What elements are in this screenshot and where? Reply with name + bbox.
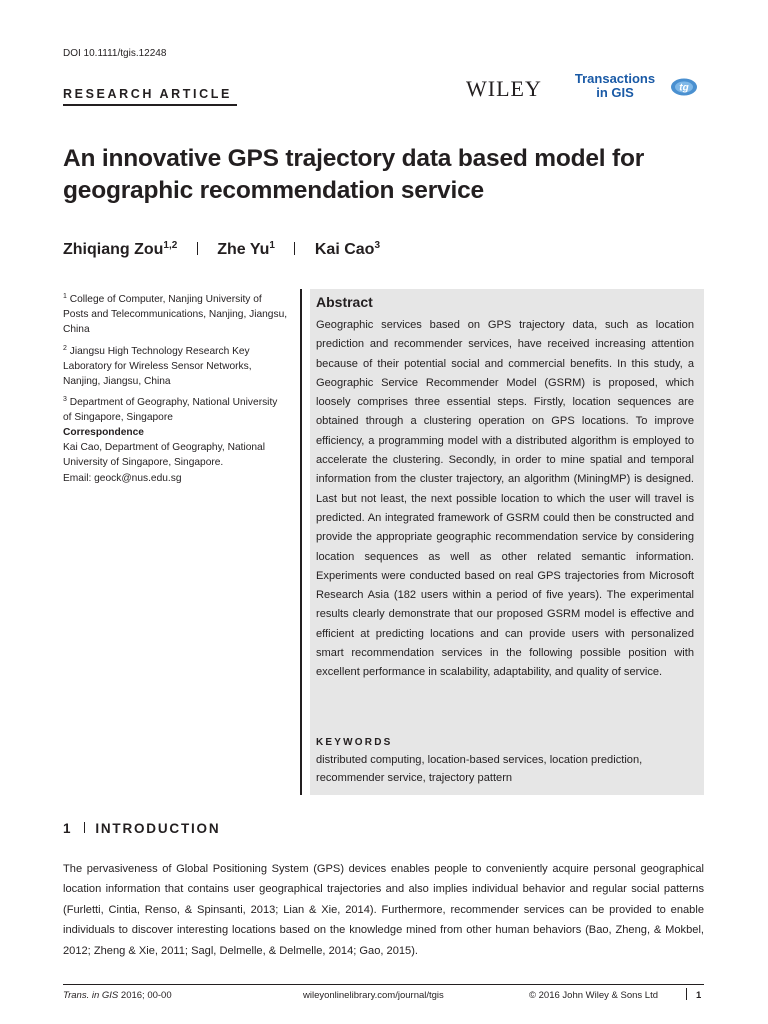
author-separator (197, 242, 198, 255)
footer-copyright: © 2016 John Wiley & Sons Ltd (529, 990, 658, 1001)
author-name: Kai Cao (314, 241, 375, 258)
correspondence-text: Kai Cao, Department of Geography, National University of Singapore, Singapore. (63, 442, 265, 469)
footer-year-pages: 2016; 00-00 (118, 990, 172, 1001)
doi: DOI 10.1111/tgis.12248 (63, 48, 167, 59)
author-affiliation-mark: 3 (374, 240, 381, 251)
section-heading (63, 821, 220, 836)
affiliation-mark: 2 (63, 344, 67, 352)
author-affiliation-mark: 1 (269, 240, 275, 251)
footer-rule (63, 984, 704, 985)
affiliation-item (63, 341, 288, 390)
affiliation-item (63, 289, 288, 338)
article-type: RESEARCH ARTICLE (63, 87, 232, 101)
affiliation-mark: 1 (63, 293, 67, 300)
introduction-paragraph: The pervasiveness of Global Positioning System (GPS) devices enables people to conveniently acquire personal geographical location information that contains user geographical trajectories and also implies individual behavior and regular social patterns (Furletti, Cintia, Renso, & Spinsanti, 2013; Lian & Xie, 2014). Furthermore, recommender services can be provided to enable individuals to discover interesting locations based on the knowledge mined from other human behaviors (Bao, Zheng, & Mokbel, 2012; Zheng & Xie, 2011; Sagl, Delmelle, & Delmelle, 2014; Gao, 2015). (63, 863, 704, 957)
column-divider (300, 289, 302, 795)
affiliation-text: College of Computer, Nanjing University of Posts and Telecommunications, Nanjing, Jiangsu, China (63, 294, 288, 336)
page-number: 1 (696, 990, 702, 1001)
journal-logo-line-1: Transactions (574, 71, 656, 86)
keywords-text: distributed computing, location-based services, location prediction, recommender service, trajectory pattern (316, 754, 643, 784)
author-separator (294, 242, 295, 255)
article-type-underline (63, 104, 237, 106)
correspondence (63, 425, 288, 486)
section-number: 1 (63, 821, 73, 836)
author-list (63, 240, 380, 259)
affiliation-item (63, 392, 288, 425)
publisher-logo: WILEY (466, 76, 542, 101)
journal-logo-text (560, 72, 670, 100)
affiliation-text: Department of Geography, National University of Singapore, Singapore (63, 397, 278, 424)
footer-url[interactable]: wileyonlinelibrary.com/journal/tgis (303, 990, 444, 1001)
affiliations (63, 289, 288, 429)
abstract-text: Geographic services based on GPS trajectory data, such as location prediction and recommender services, have received increasing attention because of their potential social and commercial benefits. In this study, a Geographic Service Recommender Model (GSRM) is proposed, which loosely comprises three essential steps. Firstly, location sequences are obtained through a clustering operation on GPS locations. To improve efficiency, a programming model with a distributed algorithm is employed to accelerate the clustering. Secondly, in order to mine spatial and temporal information from the cluster trajectory, an algorithm (MiningMP) is designed. Last but not least, the next possible location to which the user will travel is predicted. An integrated framework of GSRM could then be constructed and provide the appropriate geographic recommendation service by considering location sequences as well as other related semantic information. Experiments were conducted based on real GPS trajectories from Microsoft Research Asia (182 users within a period of five years). The experimental results clearly demonstrate that our proposed GSRM model is effective and efficient at predicting locations and can provide users with personalized smart recommendation services in the following possible position with excellent performance in scalability, adaptability, and quality of service. (316, 319, 694, 679)
journal-logo-line-2: in GIS (596, 85, 634, 100)
journal-emblem-letters: tg (679, 82, 689, 94)
article-title: An innovative GPS trajectory data based model for geographic recommendation service (63, 145, 645, 204)
journal-emblem-icon (670, 77, 698, 97)
footer-journal: Trans. in GIS (63, 990, 119, 1001)
section-separator (84, 822, 85, 833)
affiliation-text: Jiangsu High Technology Research Key Laboratory for Wireless Sensor Networks, Nanjing, Jiangsu, China (63, 345, 252, 388)
section-title: INTRODUCTION (95, 821, 221, 836)
keywords-heading: KEYWORDS (316, 737, 393, 748)
footer-citation (63, 990, 172, 1001)
author-name: Zhiqiang Zou (63, 241, 164, 258)
correspondence-heading: Correspondence (63, 427, 144, 438)
abstract-heading: Abstract (316, 294, 373, 310)
author-affiliation-mark: 1,2 (163, 240, 178, 251)
author-name: Zhe Yu (217, 241, 270, 258)
footer-separator (686, 988, 687, 1000)
affiliation-mark: 3 (63, 396, 67, 404)
correspondence-email: Email: geock@nus.edu.sg (63, 472, 182, 484)
